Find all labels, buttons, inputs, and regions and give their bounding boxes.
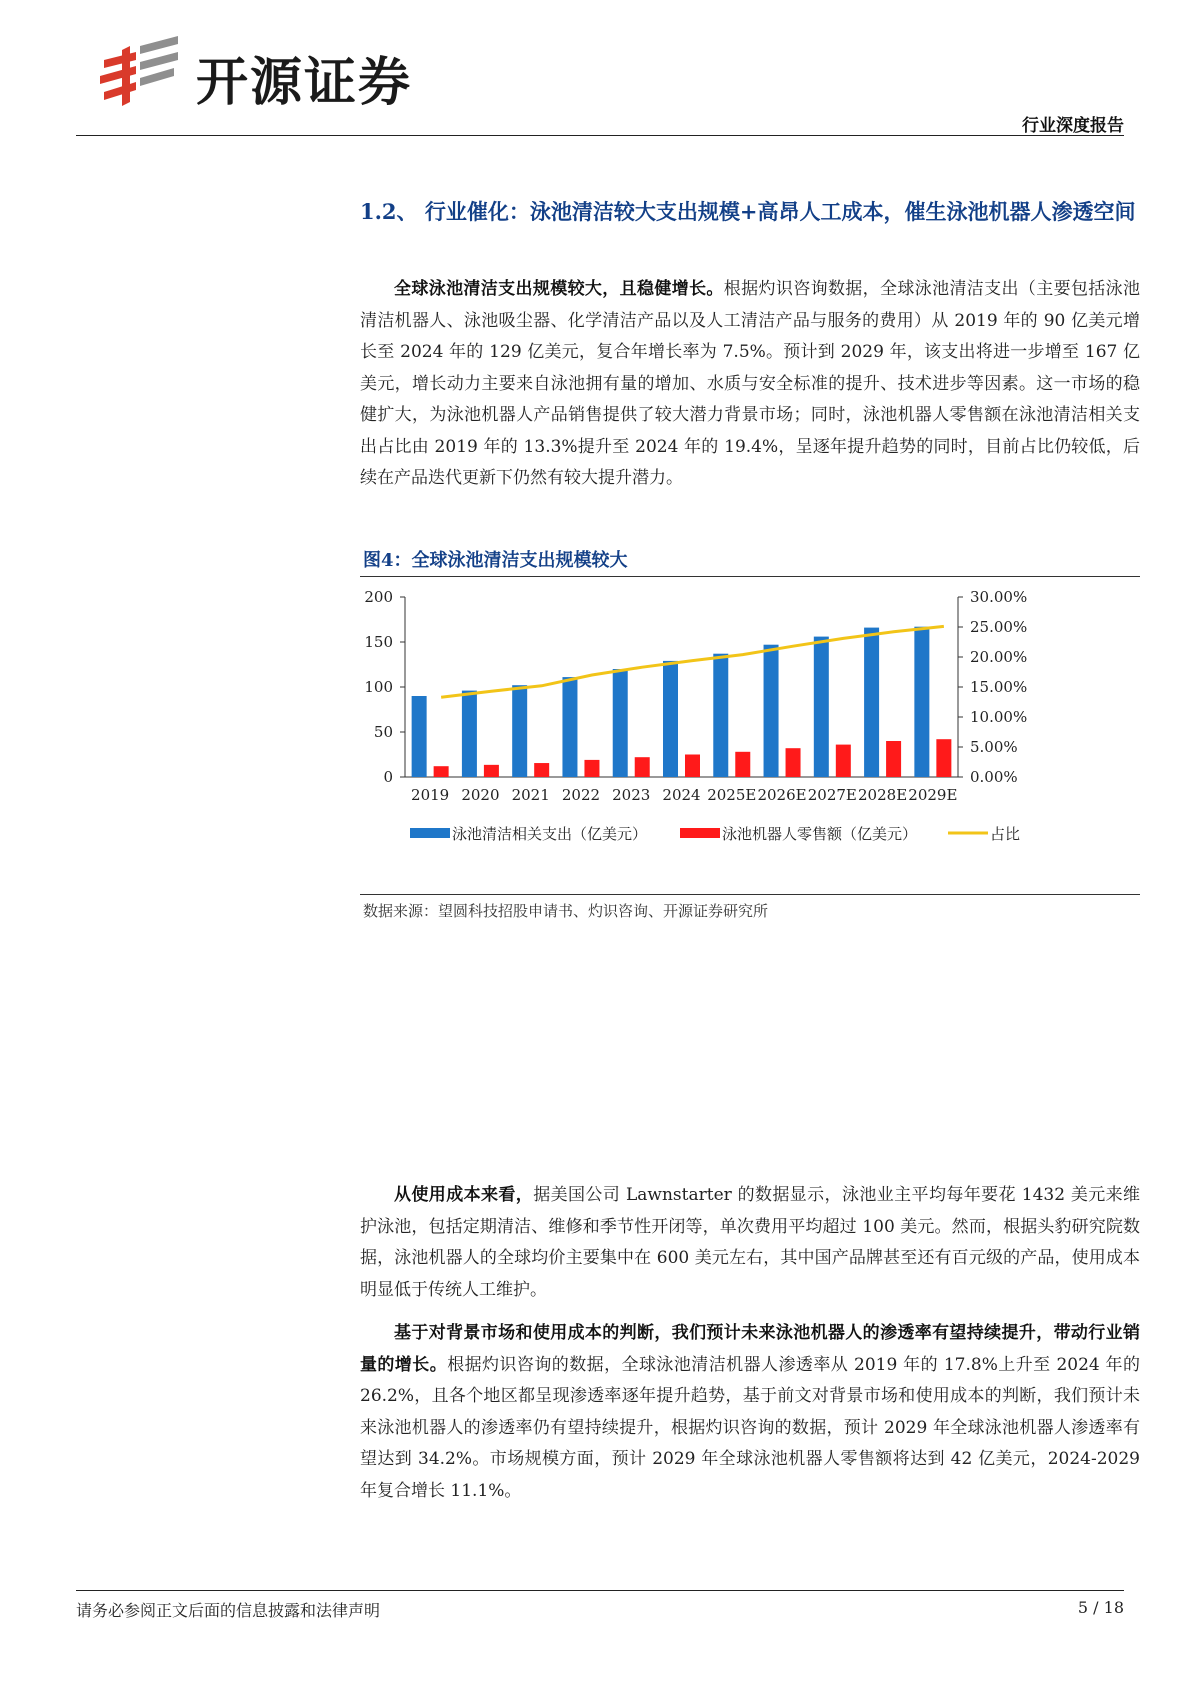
body-paragraph-3 bbox=[360, 1318, 1140, 1507]
bar-robot-retail bbox=[886, 741, 901, 777]
logo-mark-icon bbox=[100, 36, 182, 108]
bar-robot-retail bbox=[735, 752, 750, 777]
page-number: 5 / 18 bbox=[1077, 1598, 1124, 1617]
x-tick-label: 2025E bbox=[707, 786, 757, 804]
bar-robot-retail bbox=[786, 748, 801, 777]
bar-robot-retail bbox=[685, 755, 700, 778]
bar-robot-retail bbox=[584, 760, 599, 777]
bar-robot-retail bbox=[936, 739, 951, 777]
body-paragraph-2 bbox=[360, 1180, 1140, 1306]
x-tick-label: 2027E bbox=[807, 786, 857, 804]
footer-disclaimer: 请务必参阅正文后面的信息披露和法律声明 bbox=[76, 1601, 381, 1620]
x-tick-label: 2026E bbox=[757, 786, 807, 804]
right-tick-label: 0.00% bbox=[970, 768, 1018, 786]
left-tick-label: 0 bbox=[383, 768, 393, 786]
logo-text: 开源证券 bbox=[196, 53, 413, 113]
x-tick-label: 2020 bbox=[461, 786, 500, 804]
spending-chart bbox=[360, 580, 1140, 892]
right-tick-label: 15.00% bbox=[970, 678, 1028, 696]
bar-robot-retail bbox=[434, 766, 449, 777]
bar-cleaning-spend bbox=[914, 627, 929, 777]
legend-swatch bbox=[410, 828, 450, 838]
report-type-label: 行业深度报告 bbox=[1022, 116, 1124, 136]
bar-robot-retail bbox=[836, 745, 851, 777]
legend-label: 占比 bbox=[990, 825, 1021, 843]
footer-divider bbox=[76, 1590, 1124, 1591]
x-tick-label: 2021 bbox=[511, 786, 550, 804]
figure-bottom-rule bbox=[360, 894, 1140, 895]
bar-cleaning-spend bbox=[562, 677, 577, 777]
bar-cleaning-spend bbox=[613, 669, 628, 777]
x-tick-label: 2029E bbox=[908, 786, 958, 804]
left-tick-label: 50 bbox=[373, 723, 393, 741]
paragraph-lead: 全球泳池清洁支出规模较大，且稳健增长。 bbox=[394, 279, 724, 299]
bar-cleaning-spend bbox=[462, 691, 477, 777]
left-tick-label: 200 bbox=[364, 588, 393, 606]
x-tick-label: 2022 bbox=[561, 786, 601, 804]
bar-cleaning-spend bbox=[663, 661, 678, 777]
company-logo bbox=[100, 36, 460, 116]
figure-top-rule bbox=[360, 576, 1140, 577]
bar-cleaning-spend bbox=[764, 645, 779, 777]
x-tick-label: 2023 bbox=[612, 786, 651, 804]
legend-swatch bbox=[680, 828, 720, 838]
left-tick-label: 150 bbox=[364, 633, 393, 651]
bar-cleaning-spend bbox=[412, 696, 427, 777]
paragraph-text: 据美国公司 Lawnstarter 的数据显示，泳池业主平均每年要花 1432 美元来维护泳池，包括定期清洁、维修和季节性开闭等，单次费用平均超过 100 美元。然而，根据头豹研究院数据，泳池机器人的全球均价主要集中在 600 美元左右，其中国产品牌甚至还有百元级的产品，使用成本明显低于传统人工维护。 bbox=[360, 1185, 1141, 1300]
bar-cleaning-spend bbox=[814, 637, 829, 777]
header-divider bbox=[76, 135, 1124, 136]
right-tick-label: 5.00% bbox=[970, 738, 1018, 756]
paragraph-lead: 从使用成本来看， bbox=[394, 1185, 534, 1205]
bar-cleaning-spend bbox=[512, 685, 527, 777]
bar-robot-retail bbox=[534, 763, 549, 777]
paragraph-lead: 基于对背景市场和使用成本的判断，我们预计未来泳池机器人的渗透率有望持续提升，带动行业销量的增长。 bbox=[360, 1323, 1140, 1375]
right-tick-label: 25.00% bbox=[970, 618, 1028, 636]
bar-cleaning-spend bbox=[713, 654, 728, 777]
figure-source: 数据来源：望圆科技招股申请书、灼识咨询、开源证券研究所 bbox=[363, 902, 769, 920]
bar-robot-retail bbox=[484, 765, 499, 777]
right-tick-label: 30.00% bbox=[970, 588, 1028, 606]
paragraph-text: 根据灼识咨询数据，全球泳池清洁支出（主要包括泳池清洁机器人、泳池吸尘器、化学清洁产品以及人工清洁产品与服务的费用）从 2019 年的 90 亿美元增长至 2024 年的 129 亿美元，复合年增长率为 7.5%。预计到 2029 年，该支出将进一步增至 167 亿美元，增长动力主要来自泳池拥有量的增加、水质与安全标准的提升、技术进步等因素。这一市场的稳健扩大，为泳池机器人产品销售提供了较大潜力背景市场；同时，泳池机器人零售额在泳池清洁相关支出占比由 2019 年的 13.3%提升至 2024 年的 19.4%，呈逐年提升趋势的同时，目前占比仍较低，后续在产品迭代更新下仍然有较大提升潜力。 bbox=[360, 279, 1141, 488]
x-tick-label: 2028E bbox=[858, 786, 908, 804]
bar-robot-retail bbox=[635, 757, 650, 777]
right-tick-label: 20.00% bbox=[970, 648, 1028, 666]
paragraph-text: 根据灼识咨询的数据，全球泳池清洁机器人渗透率从 2019 年的 17.8%上升至 2024 年的 26.2%，且各个地区都呈现渗透率逐年提升趋势，基于前文对背景市场和使用成本的判断，我们预计未来泳池机器人的渗透率仍有望持续提升，根据灼识咨询的数据，预计 2029 年全球泳池机器人渗透率有望达到 34.2%。市场规模方面，预计 2029 年全球泳池机器人零售额将达到 42 亿美元，2024-2029 年复合增长 11.1%。 bbox=[360, 1354, 1140, 1501]
left-tick-label: 100 bbox=[364, 678, 393, 696]
bar-cleaning-spend bbox=[864, 628, 879, 777]
legend-label: 泳池清洁相关支出（亿美元） bbox=[452, 825, 648, 843]
x-tick-label: 2024 bbox=[662, 786, 701, 804]
section-title: 1.2、 行业催化：泳池清洁较大支出规模+高昂人工成本，催生泳池机器人渗透空间 bbox=[360, 199, 1136, 224]
legend-label: 泳池机器人零售额（亿美元） bbox=[722, 825, 918, 843]
right-tick-label: 10.00% bbox=[970, 708, 1028, 726]
body-paragraph-1 bbox=[360, 274, 1140, 495]
figure-title: 图4：全球泳池清洁支出规模较大 bbox=[363, 550, 628, 571]
x-tick-label: 2019 bbox=[411, 786, 450, 804]
